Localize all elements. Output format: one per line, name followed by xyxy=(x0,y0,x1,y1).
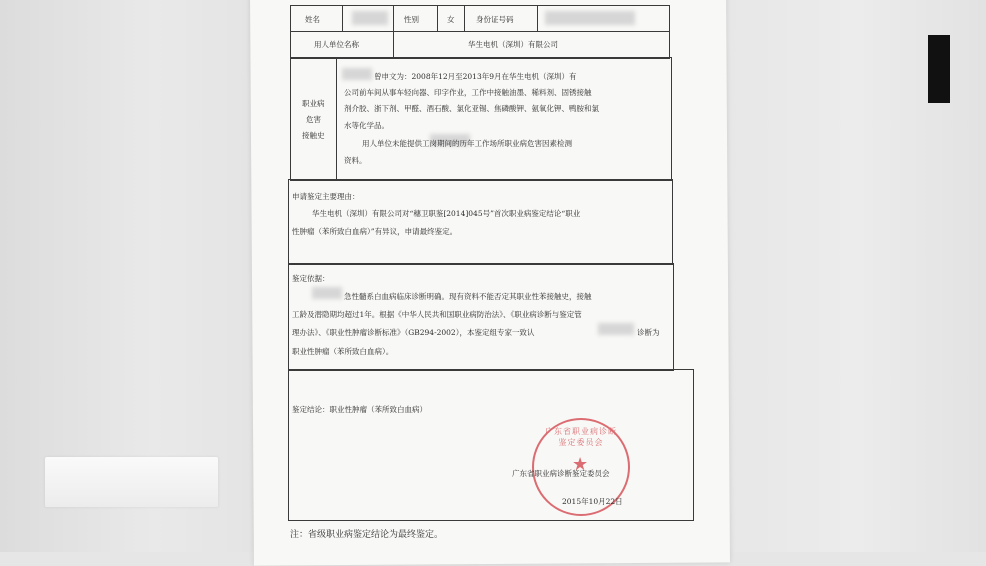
exposure-label-3: 接触史 xyxy=(302,131,325,140)
seal-text: 广东省职业病诊断鉴定委员会 xyxy=(545,427,617,447)
basis-line-3: 理办法》、《职业性肿瘤诊断标准》（GB294-2002），本鉴定组专家一致认 xyxy=(292,328,535,337)
employer-label: 用人单位名称 xyxy=(314,40,359,49)
conclusion-date: 2015年10月22日 xyxy=(562,497,623,506)
committee-name: 广东省职业病诊断鉴定委员会 xyxy=(512,469,610,478)
exposure-line-6: 资料。 xyxy=(344,156,367,165)
exposure-label-2: 危害 xyxy=(306,115,321,124)
exposure-line-1: 曾申文为：2008年12月至2013年9月在华生电机（深圳）有 xyxy=(374,72,577,81)
reason-line-1: 华生电机（深圳）有限公司对“穗卫职鉴[2014]045号”首次职业病鉴定结论“职业 xyxy=(312,209,581,218)
exposure-line-3: 剂介胶、浙下剂、甲醛、酒石酸、氯化亚锡、焦磷酸钾、氨氧化钾、鸭胺和氯 xyxy=(344,104,599,113)
exposure-line-5: 用人单位未能提供工岗期间的历年工作场所职业病危害因素检测 xyxy=(362,139,572,148)
conclusion-table xyxy=(288,369,694,521)
caption-overlay xyxy=(45,457,218,507)
conclusion-label: 鉴定结论：职业性肿瘤（苯所致白血病） xyxy=(292,405,427,414)
id-label: 身份证号码 xyxy=(476,15,514,24)
redacted-person-3 xyxy=(312,287,342,299)
redacted-name xyxy=(352,11,388,25)
redacted-id xyxy=(545,11,635,25)
gender-label: 性别 xyxy=(404,15,419,24)
basis-line-2: 工龄及潜隐期均超过1年。根据《中华人民共和国职业病防治法》、《职业病诊断与鉴定管 xyxy=(292,310,582,319)
reason-line-2: 性肿瘤（苯所致白血病）”有异议，申请最终鉴定。 xyxy=(292,227,458,236)
exposure-label-1: 职业病 xyxy=(302,99,325,108)
exposure-line-2: 公司前车间从事车轻向器、印字作业，工作中接触油墨、稀料剂、固锈接触 xyxy=(344,88,592,97)
footnote: 注：省级职业病鉴定结论为最终鉴定。 xyxy=(290,530,444,540)
basis-line-1: 急性髓系白血病临床诊断明确。现有资料不能否定其职业性苯接触史，接触 xyxy=(344,292,592,301)
basis-title: 鉴定依据： xyxy=(292,274,330,283)
redacted-person-4 xyxy=(598,323,634,335)
gender-value: 女 xyxy=(447,15,455,24)
seal-star-icon: ★ xyxy=(572,454,589,475)
exposure-line-4: 水等化学品。 xyxy=(344,121,389,130)
reason-title: 申请鉴定主要理由： xyxy=(292,192,360,201)
redacted-person-1 xyxy=(342,68,372,80)
black-bar-overlay xyxy=(928,35,950,103)
employer-value: 华生电机（深圳）有限公司 xyxy=(468,40,558,49)
basis-line-4: 职业性肿瘤（苯所致白血病）。 xyxy=(292,347,394,356)
basis-line-3-end: 诊断为 xyxy=(637,328,660,337)
name-label: 姓名 xyxy=(305,15,320,24)
